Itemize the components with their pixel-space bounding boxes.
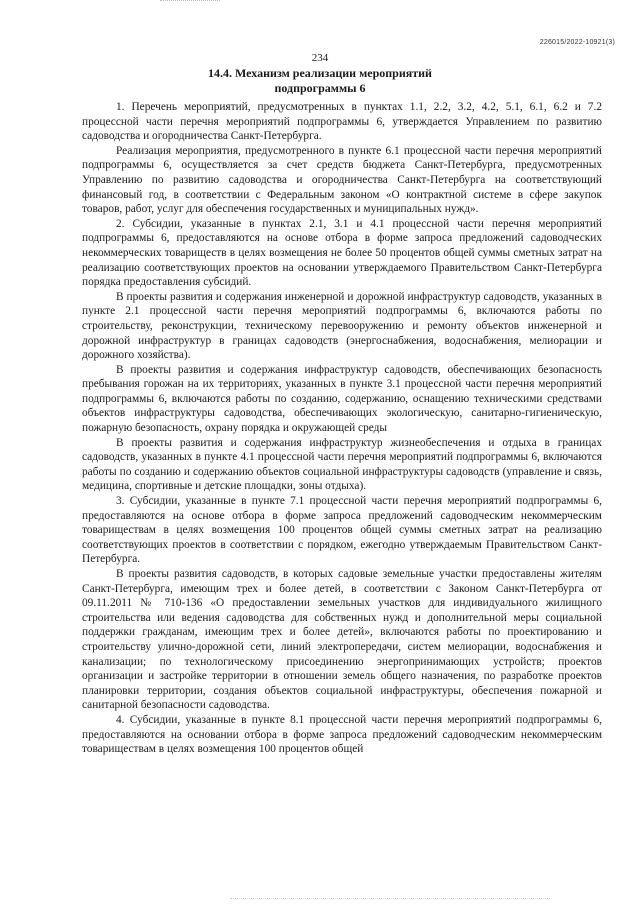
paragraph: 4. Субсидии, указанные в пункте 8.1 процессной части перечня мероприятий подпрограммы 6, предоставляются на основании отбора в форме запроса предложений садоводческим некоммерческим товариществам в целях возмещения 100 процентов общей <box>82 713 602 756</box>
paragraph: В проекты развития и содержания инженерной и дорожной инфраструктур садоводств, указанных в пункте 2.1 процессной части перечня мероприятий подпрограммы 6, включаются работы по строительству, реконструкции, техническому перевооружению и ремонту объектов инженерной и дорожной инфраструктур в границах садоводств (энергоснабжения, водоснабжения, мелиорации и дорожного хозяйства). <box>82 290 602 362</box>
scan-artifact-bottom <box>230 898 550 901</box>
scan-artifact-top <box>160 0 220 5</box>
document-registration-code: 226015/2022-10921(3) <box>539 39 615 46</box>
section-heading <box>0 66 640 96</box>
paragraph: В проекты развития и содержания инфраструктур жизнеобеспечения и отдыха в границах садоводств, указанных в пункте 4.1 процессной части перечня мероприятий подпрограммы 6, включаются работы по созданию и содержанию объектов социальной инфраструктуры садоводств (управление и связь, медицина, спортивные и детские площадки, зоны отдыха). <box>82 436 602 493</box>
page-number: 234 <box>311 52 329 64</box>
paragraph: В проекты развития садоводств, в которых садовые земельные участки предоставлены жителям Санкт-Петербурга, имеющим трех и более детей, в соответствии с Законом Санкт-Петербурга от 09.11.2011 № 710-136 «О предоставлении земельных участков для индивидуального жилищного строительства или ведения садоводства для собственных нужд и дополнительной меры социальной поддержки гражданам, имеющим трех и более детей», включаются работы по проектированию и строительству улично-дорожной сети, линий электропередачи, систем мелиорации, водоснабжения и канализации; по технологическому присоединению энергопринимающих устройств; проектов организации и застройке территории в отношении земель общего назначения, по разработке проектов планировки территории, создания объектов социальной инфраструктуры, обеспечения пожарной и санитарной безопасности садоводства. <box>82 568 602 712</box>
paragraph: 2. Субсидии, указанные в пунктах 2.1, 3.1 и 4.1 процессной части перечня мероприятий подпрограммы 6, предоставляются на основе отбора в форме запроса предложений садоводческих некоммерческих товариществ в целях возмещения не более 50 процентов общей суммы сметных затрат на реализацию соответствующих проектов на основании утверждаемого Правительством Санкт-Петербурга порядка предоставления субсидий. <box>82 217 602 289</box>
section-heading-line-2: подпрограммы 6 <box>274 81 366 95</box>
paragraph: В проекты развития и содержания инфраструктур садоводств, обеспечивающих безопасность пребывания горожан на их территориях, указанных в пункте 3.1 процессной части перечня мероприятий подпрограммы 6, включаются работы по созданию, содержанию, оснащению техническими средствами объектов инфраструктуры садоводства, обеспечивающих экологическую, санитарно-гигиеническую, пожарную безопасность, охрану порядка и окружающей среды <box>82 363 602 435</box>
paragraph: Реализация мероприятия, предусмотренного в пункте 6.1 процессной части перечня мероприятий подпрограммы 6, осуществляется за счет средств бюджета Санкт-Петербурга, предусмотренных Управлению по развитию садоводства и огородничества Санкт-Петербурга на соответствующий финансовый год, в соответствии с Федеральным законом «О контрактной системе в сфере закупок товаров, работ, услуг для обеспечения государственных и муниципальных нужд». <box>82 144 602 216</box>
section-heading-line-1: 14.4. Механизм реализации мероприятий <box>208 66 432 80</box>
paragraph: 3. Субсидии, указанные в пункте 7.1 процессной части перечня мероприятий подпрограммы 6, предоставляются на основе отбора в форме запроса предложений садоводческим некоммерческим товариществам в целях возмещения 100 процентов общей суммы сметных затрат на реализацию соответствующих проектов в соответствии с порядком, ежегодно утверждаемым Правительством Санкт-Петербурга. <box>82 495 602 566</box>
paragraph: 1. Перечень мероприятий, предусмотренных в пунктах 1.1, 2.2, 3.2, 4.2, 5.1, 6.1, 6.2 и 7.2 процессной части перечня мероприятий подпрограммы 6, утверждается Управлением по развитию садоводства и огородничества Санкт-Петербурга. <box>82 101 602 143</box>
document-body <box>82 100 602 757</box>
